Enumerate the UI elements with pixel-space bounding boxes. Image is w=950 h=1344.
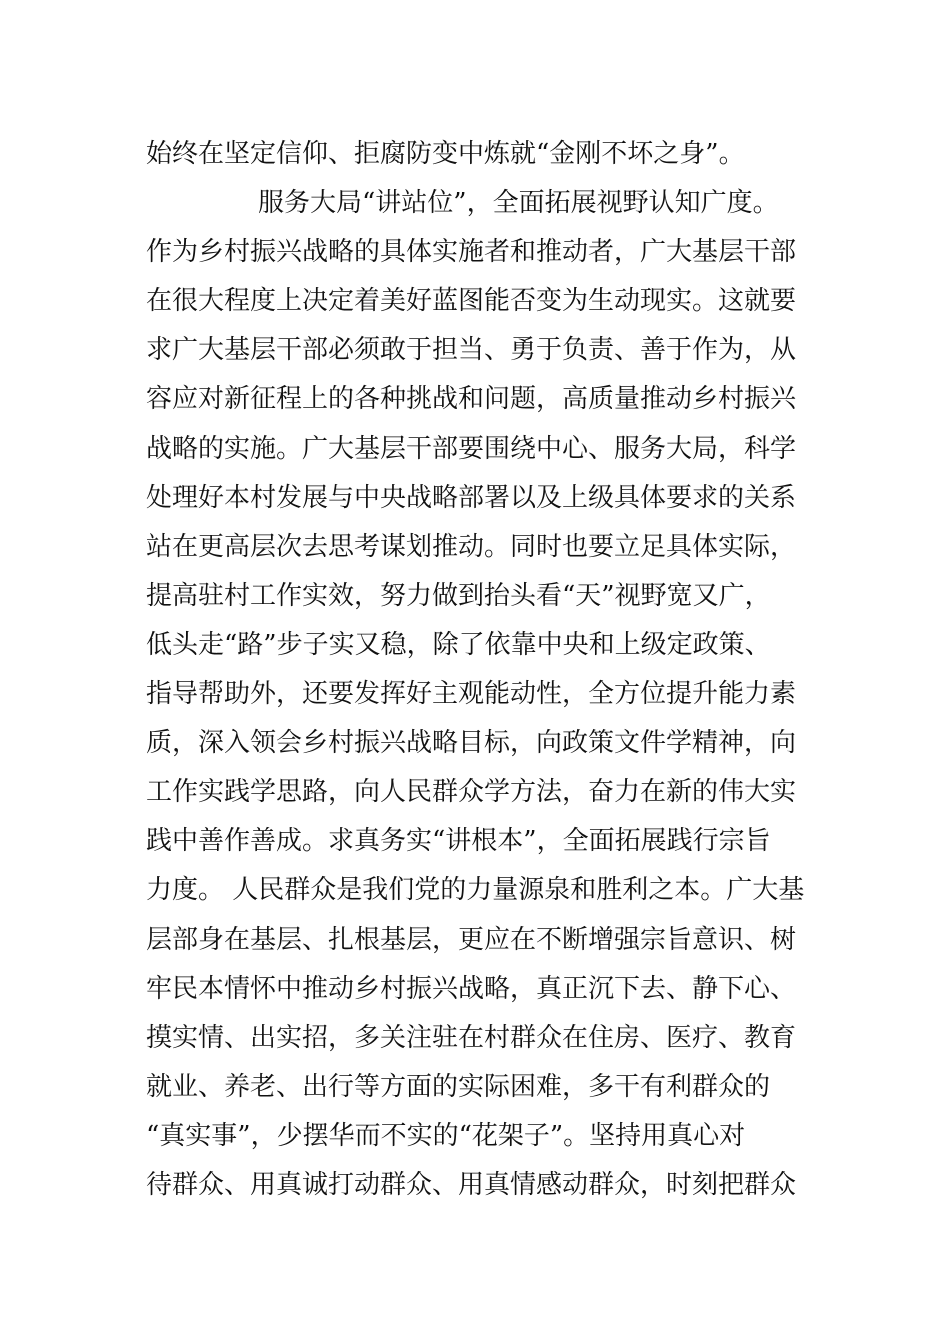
text-line: 处理好本村发展与中央战略部署以及上级具体要求的关系: [146, 482, 797, 513]
text-line: 指导帮助外，还要发挥好主观能动性，全方位提升能力素: [146, 679, 797, 710]
text-line: “真实事”，少摆华而不实的“花架子”。坚持用真心对: [146, 1120, 746, 1151]
body-text: [146, 130, 816, 1210]
text-line: 始终在坚定信仰、拒腐防变中炼就“金刚不坏之身”。: [146, 139, 745, 169]
text-line: 层部身在基层、扎根基层，更应在不断增强宗旨意识、树: [146, 924, 797, 955]
text-line: 摸实情、出实招，多关注驻在村群众在住房、医疗、教育: [146, 1022, 797, 1053]
text-line: 践中善作善成。求真务实“讲根本”，全面拓展践行宗旨: [146, 826, 771, 857]
text-line: 在很大程度上决定着美好蓝图能否变为生动现实。这就要: [146, 286, 797, 317]
text-line: 战略的实施。广大基层干部要围绕中心、服务大局，科学: [146, 433, 797, 464]
text-line: 牢民本情怀中推动乡村振兴战略，真正沉下去、静下心、: [146, 973, 797, 1004]
text-line: 提高驻村工作实效，努力做到抬头看“天”视野宽又广，: [146, 580, 771, 611]
text-line: 站在更高层次去思考谋划推动。同时也要立足具体实际，: [146, 531, 797, 562]
text-line: 就业、养老、出行等方面的实际困难，多干有利群众的: [146, 1071, 771, 1102]
text-line: 待群众、用真诚打动群众、用真情感动群众，时刻把群众: [146, 1169, 797, 1200]
text-line: 容应对新征程上的各种挑战和问题，高质量推动乡村振兴: [146, 384, 797, 415]
text-line: 作为乡村振兴战略的具体实施者和推动者，广大基层干部: [146, 237, 797, 268]
text-line: 工作实践学思路，向人民群众学方法，奋力在新的伟大实: [146, 777, 797, 808]
text-line: 求广大基层干部必须敢于担当、勇于负责、善于作为，从: [146, 335, 797, 366]
text-line: 力度。 人民群众是我们党的力量源泉和胜利之本。广大基: [146, 875, 805, 906]
text-line: 服务大局“讲站位”，全面拓展视野认知广度。: [258, 188, 779, 219]
text-line: 质，深入领会乡村振兴战略目标，向政策文件学精神，向: [146, 728, 797, 759]
text-line: 低头走“路”步子实又稳，除了依靠中央和上级定政策、: [146, 629, 771, 660]
